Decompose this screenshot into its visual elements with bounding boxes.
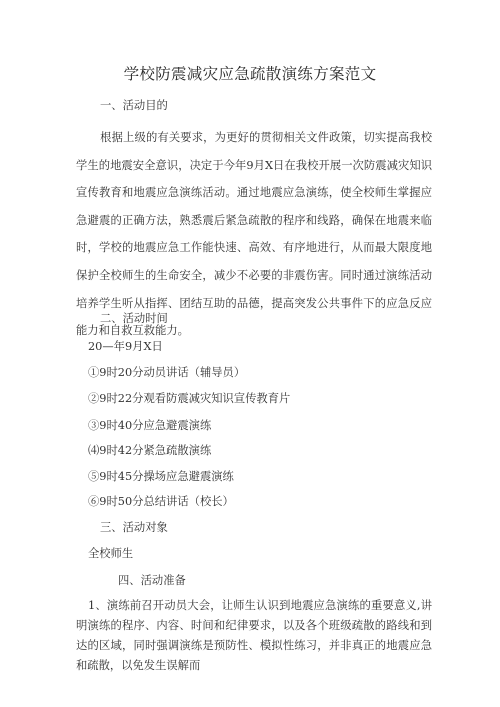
preparation-paragraph: [76, 596, 432, 676]
schedule-item: ②9时22分观看防震减灾知识宣传教育片: [88, 392, 291, 405]
section-heading-purpose: 一、活动目的: [100, 99, 168, 112]
preparation-paragraph-text: 1、演练前召开动员大会，让师生认识到地震应急演练的重要意义,讲明演练的程序、内容、时间和纪律要求，以及各个班级疏散的路线和到达的区域，同时强调演练是预防性、模拟性练习，并非真正的地震应急和疏散，以免发生误解而: [76, 599, 432, 672]
schedule-item: ⑥9时50分总结讲话（校长）: [88, 495, 234, 508]
document-title: 学校防震减灾应急疏散演练方案范文: [123, 65, 377, 83]
audience-text: 全校师生: [88, 547, 134, 560]
schedule-item: ⑷9时42分紧急疏散演练: [88, 444, 212, 457]
schedule-item: ①9时20分动员讲话（辅导员）: [88, 366, 246, 379]
schedule-item: ③9时40分应急避震演练: [88, 419, 212, 432]
section-heading-preparation: 四、活动准备: [118, 574, 186, 587]
section-heading-time: 二、活动时间: [100, 312, 168, 325]
purpose-paragraph-text: 根据上级的有关要求，为更好的贯彻相关文件政策，切实提高我校学生的地震安全意识，决定于今年9月X日在我校开展一次防震减灾知识宣传教育和地震应急演练活动。通过地震应急演练，使全校师生掌握应急避震的正确方法，熟悉震后紧急疏散的程序和线路，确保在地震来临时，学校的地震应急工作能快速、高效、有序地进行，从而最大限度地保护全校师生的生命安全，减少不必要的非震伤害。同时通过演练活动培养学生听从指挥、团结互助的品德，提高突发公共事件下的应急反应能力和自救互救能力。: [76, 131, 432, 338]
schedule-item: ⑤9时45分操场应急避震演练: [88, 470, 234, 483]
section-heading-audience: 三、活动对象: [100, 521, 168, 534]
event-date: 20—年9月X日: [88, 340, 163, 353]
